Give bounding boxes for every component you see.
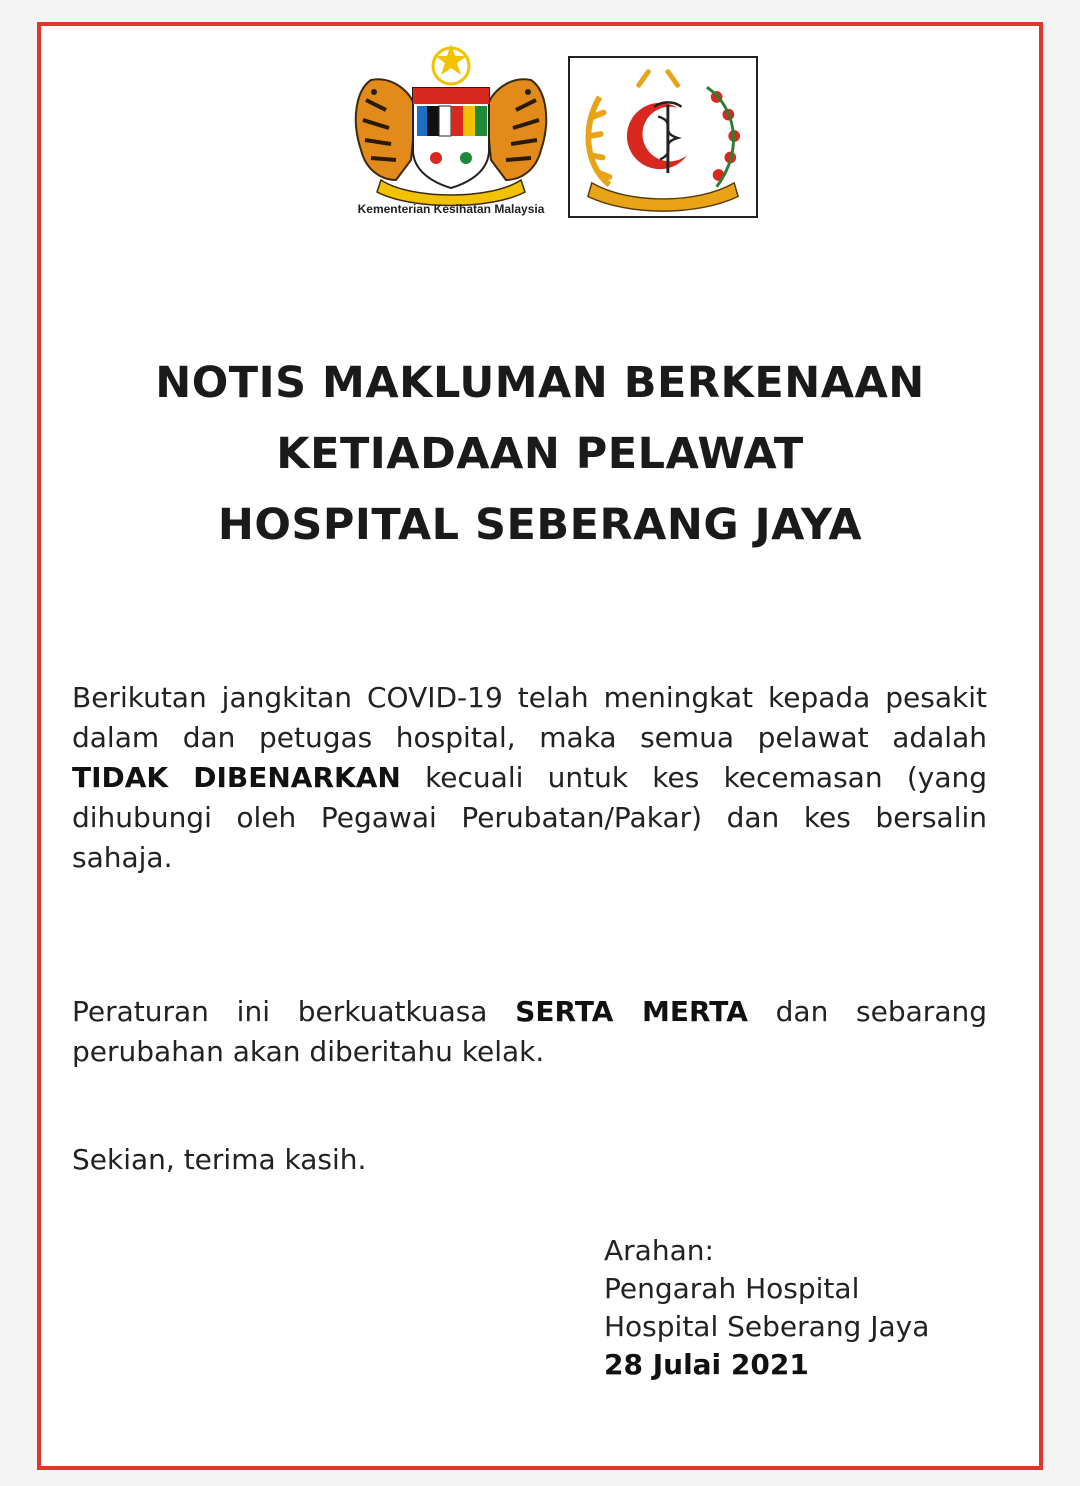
ministry-caption: Kementerian Kesihatan Malaysia xyxy=(357,202,545,216)
signature-date-text: 28 Julai 2021 xyxy=(604,1348,809,1381)
title-line-2: KETIADAAN PELAWAT xyxy=(276,429,804,479)
paragraph-1-text-a: Berikutan jangkitan COVID-19 telah meningkat kepada pesakit dalam dan petugas hospital, maka semua pelawat adalah xyxy=(72,681,987,754)
header-logos xyxy=(41,26,1039,256)
signature-date xyxy=(604,1346,929,1384)
paragraph-effective xyxy=(72,992,987,1072)
title-line-3: HOSPITAL SEBERANG JAYA xyxy=(217,500,863,550)
notice-document xyxy=(37,22,1043,1470)
signature-organization: Hospital Seberang Jaya xyxy=(604,1310,930,1343)
closing-line: Sekian, terima kasih. xyxy=(72,1143,367,1176)
paragraph-2-text-b: dan sebarang perubahan akan diberitahu kelak. xyxy=(72,995,987,1068)
paragraph-2-emphasis: SERTA MERTA xyxy=(515,995,748,1028)
notice-title xyxy=(41,348,1039,561)
paragraph-1-emphasis: TIDAK DIBENARKAN xyxy=(72,761,401,794)
signature-label: Arahan: xyxy=(604,1234,714,1267)
paragraph-2-text-a: Peraturan ini berkuatkuasa xyxy=(72,995,516,1028)
signature-position: Pengarah Hospital xyxy=(604,1272,860,1305)
paragraph-visitor-ban xyxy=(72,678,987,878)
coat-of-arms-logo xyxy=(341,40,561,208)
title-line-1: NOTIS MAKLUMAN BERKENAAN xyxy=(155,358,925,408)
hospital-logo xyxy=(568,56,758,218)
signature-block xyxy=(604,1232,929,1384)
paragraph-1-text-b: kecuali untuk kes kecemasan (yang dihubungi oleh Pegawai Perubatan/Pakar) dan kes bersalin sahaja. xyxy=(72,761,988,874)
